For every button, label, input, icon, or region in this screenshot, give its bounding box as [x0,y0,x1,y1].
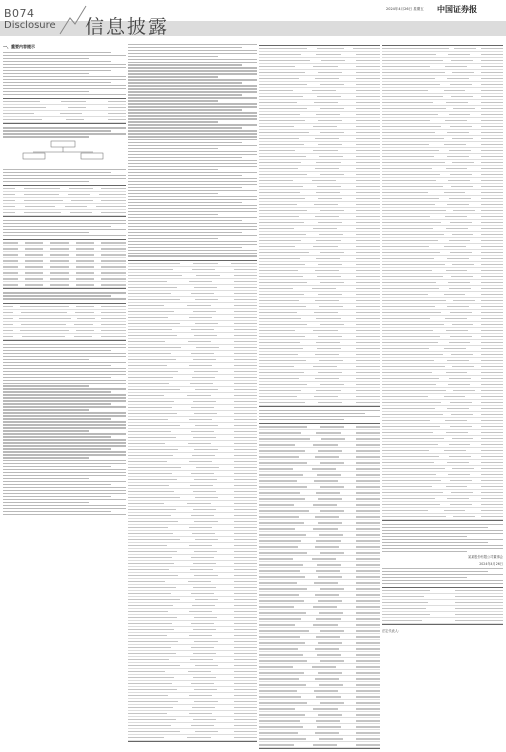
data-table [3,98,126,124]
text-block [3,127,126,137]
text-block [128,44,257,257]
data-table [3,185,126,217]
financial-table [259,423,380,749]
column-2 [128,42,257,745]
text-block [3,52,126,95]
board-signature: 某某股份有限公司董事会 [467,555,503,560]
issue-date: 2024年4月26日 星期五 [386,7,424,11]
data-table [382,587,503,625]
legal-rep-label: 法定代表人： [382,629,402,634]
data-table [3,239,126,289]
page-code: B074 [4,7,35,20]
text-block [3,169,126,182]
column-4 [382,42,503,633]
financial-table [382,45,503,521]
section-english: Disclosure [4,20,56,31]
header-slash-graphic [58,4,88,36]
financial-table [128,260,257,742]
text-block [382,524,503,552]
section-title: 一、重要内容提示 [3,44,35,49]
org-chart-diagram [3,139,126,163]
column-1 [3,42,126,517]
text-block [3,220,126,236]
column-3 [259,42,380,752]
page-header [0,0,506,40]
text-block [382,568,503,584]
text-block [259,410,380,420]
data-table [3,303,126,341]
text-block [3,344,126,516]
newspaper-logo: 中国证券报 [437,4,477,14]
signature-date: 2024年4月26日 [479,562,503,567]
section-chinese: 信息披露 [85,16,170,38]
financial-table [259,45,380,407]
text-block [3,292,126,299]
